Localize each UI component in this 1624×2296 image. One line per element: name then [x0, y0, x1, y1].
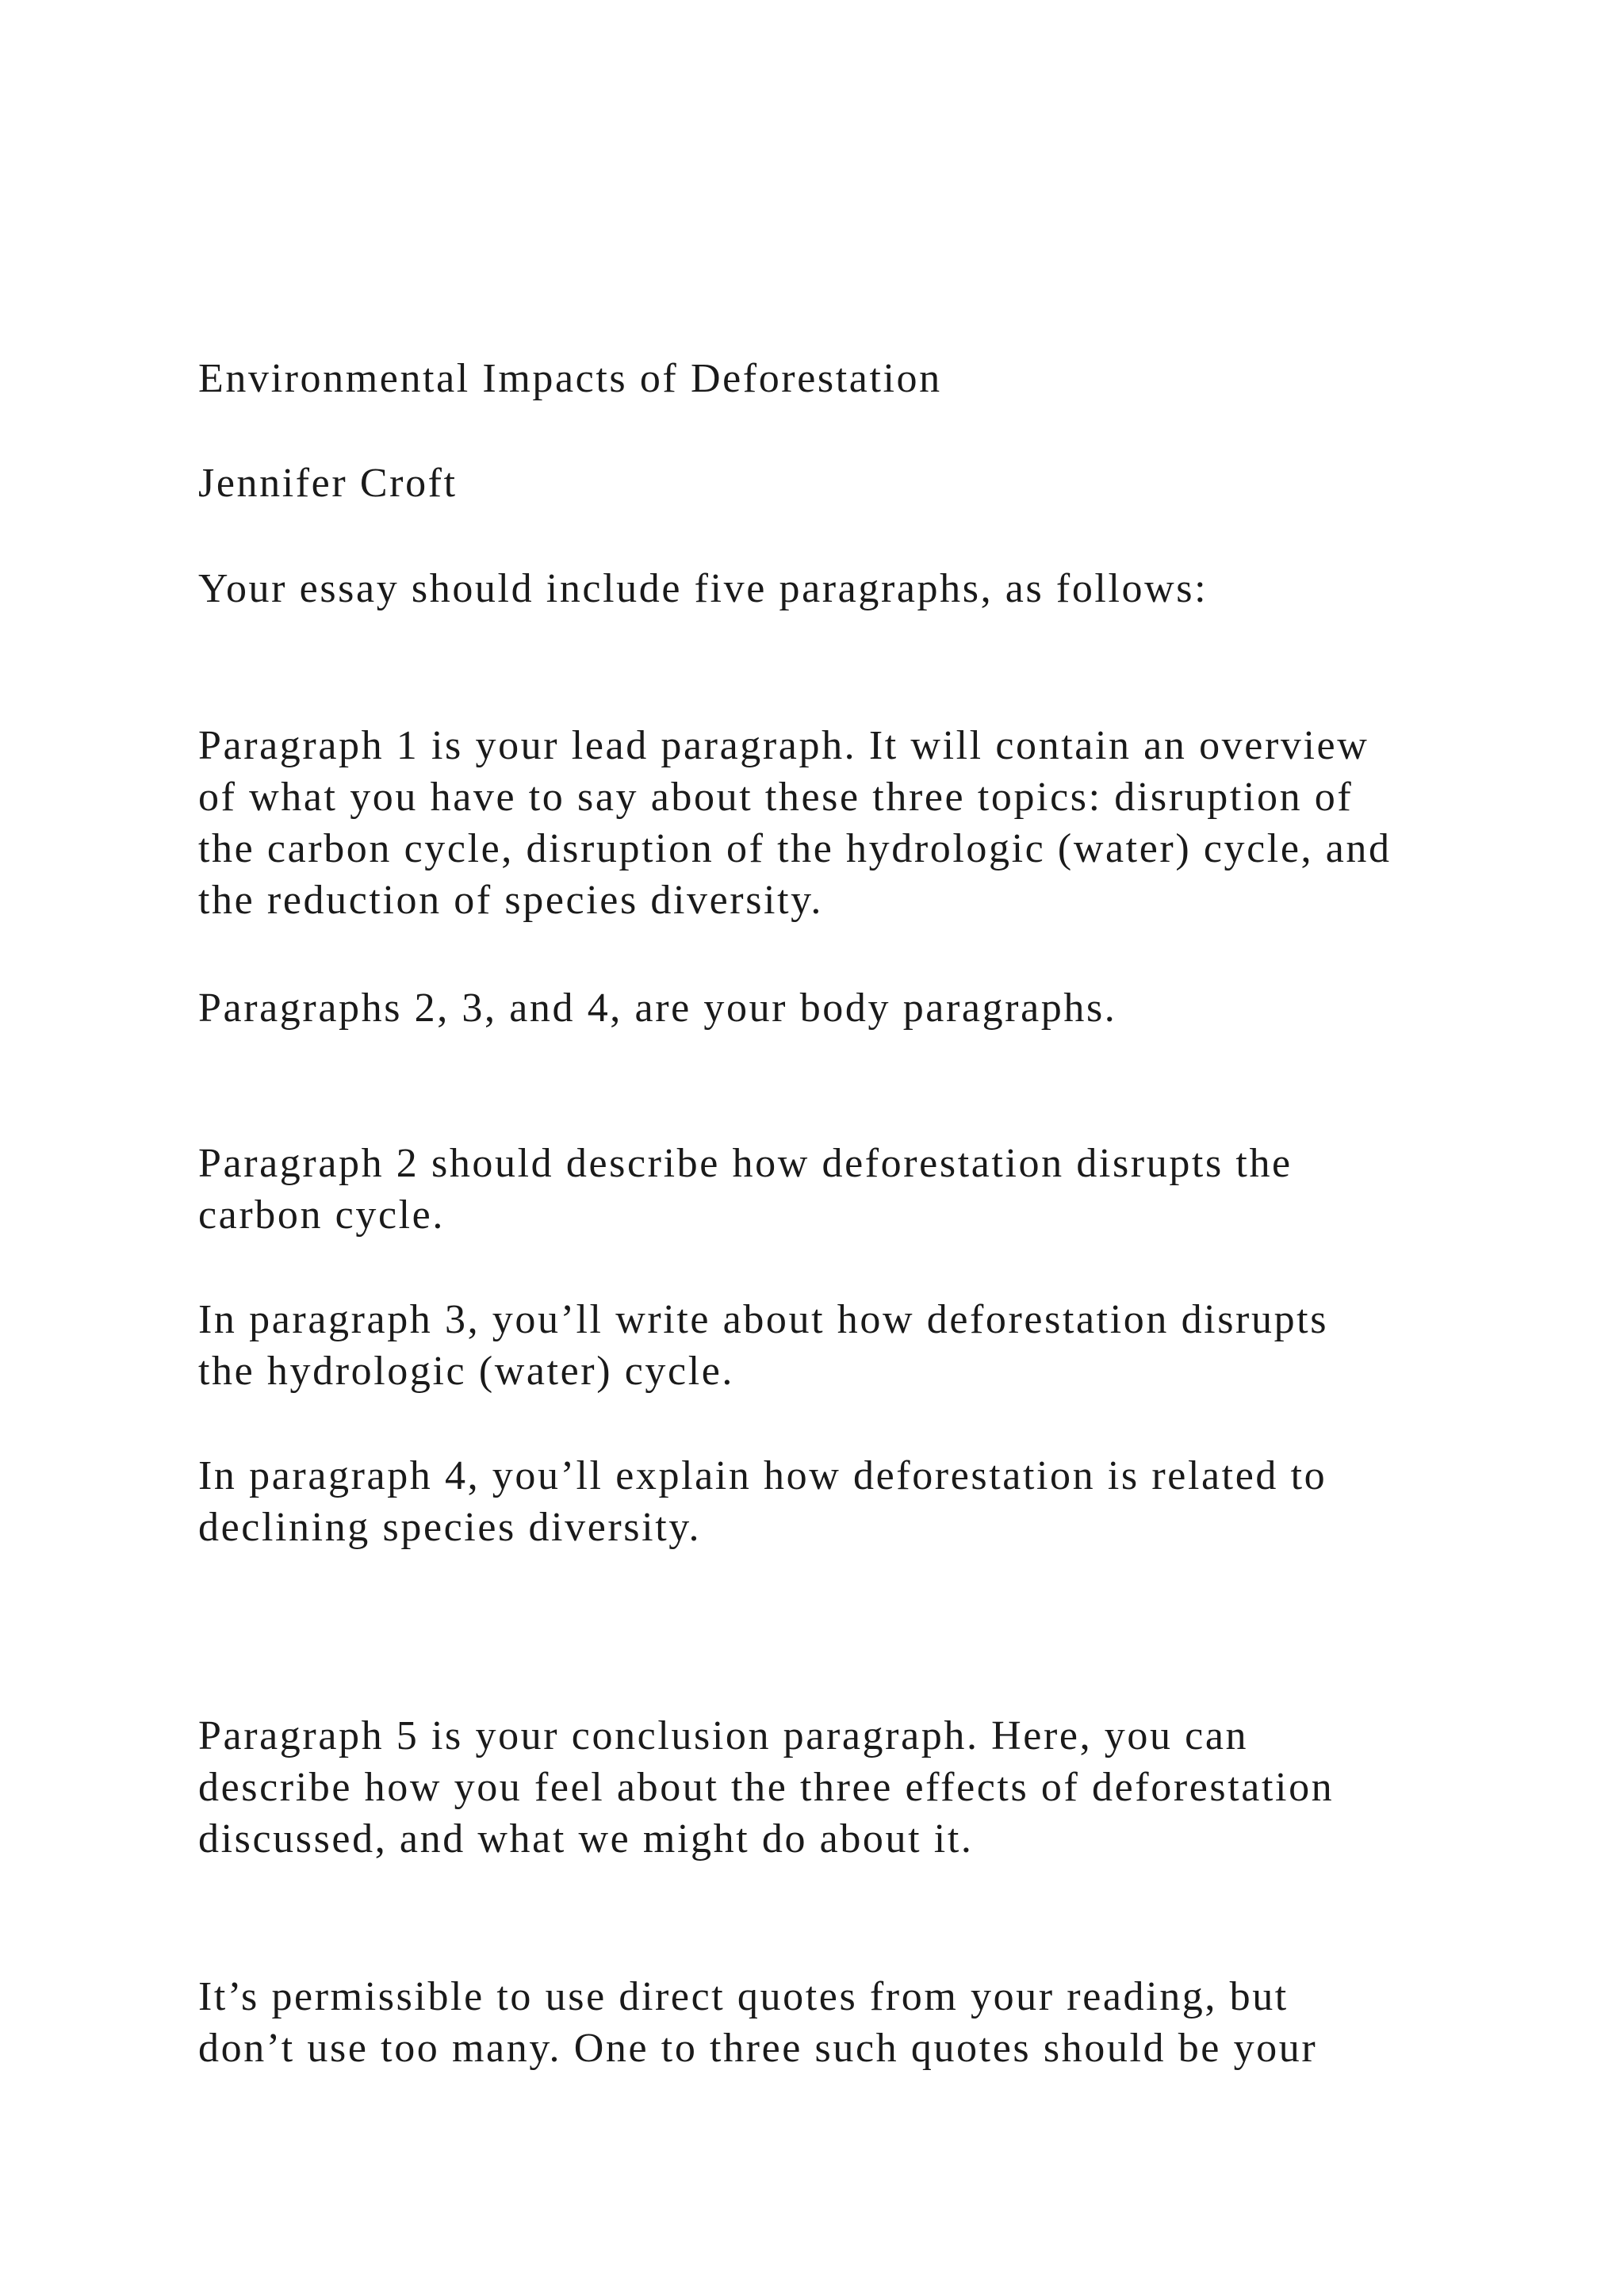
text-line: Environmental Impacts of Deforestation [198, 356, 942, 401]
text-line: In paragraph 4, you’ll explain how deforestation is related to [198, 1453, 1327, 1498]
text-line: describe how you feel about the three effects of deforestation [198, 1765, 1335, 1810]
paragraph-4-instructions [198, 1450, 1467, 1553]
text-line: Paragraphs 2, 3, and 4, are your body paragraphs. [198, 985, 1117, 1031]
text-line: Paragraph 5 is your conclusion paragraph. Here, you can [198, 1713, 1249, 1758]
text-line: Jennifer Croft [198, 461, 458, 506]
paragraph-5-instructions [198, 1710, 1467, 1865]
text-line: Paragraph 2 should describe how deforestation disrupts the [198, 1141, 1293, 1186]
text-line: Paragraph 1 is your lead paragraph. It will contain an overview [198, 723, 1369, 768]
text-line: the hydrologic (water) cycle. [198, 1349, 735, 1394]
text-line: carbon cycle. [198, 1192, 445, 1238]
intro-paragraph [198, 563, 1467, 614]
text-line: discussed, and what we might do about it. [198, 1816, 974, 1862]
text-line: It’s permissible to use direct quotes from your reading, but [198, 1974, 1289, 2019]
text-line: don’t use too many. One to three such quotes should be your [198, 2026, 1318, 2071]
text-line: of what you have to say about these three topics: disruption of [198, 775, 1354, 820]
text-line: the carbon cycle, disruption of the hydrologic (water) cycle, and [198, 826, 1392, 871]
document-title [198, 353, 1467, 404]
text-line: the reduction of species diversity. [198, 878, 823, 923]
paragraph-3-instructions [198, 1294, 1467, 1397]
author-name [198, 457, 1467, 509]
body-paragraphs-intro [198, 982, 1467, 1034]
paragraph-1-instructions [198, 720, 1467, 926]
text-line: Your essay should include five paragraphs, as follows: [198, 566, 1208, 611]
text-line: In paragraph 3, you’ll write about how deforestation disrupts [198, 1297, 1329, 1342]
paragraph-2-instructions [198, 1138, 1467, 1241]
text-line: declining species diversity. [198, 1505, 702, 1550]
quotes-guidance [198, 1971, 1467, 2074]
